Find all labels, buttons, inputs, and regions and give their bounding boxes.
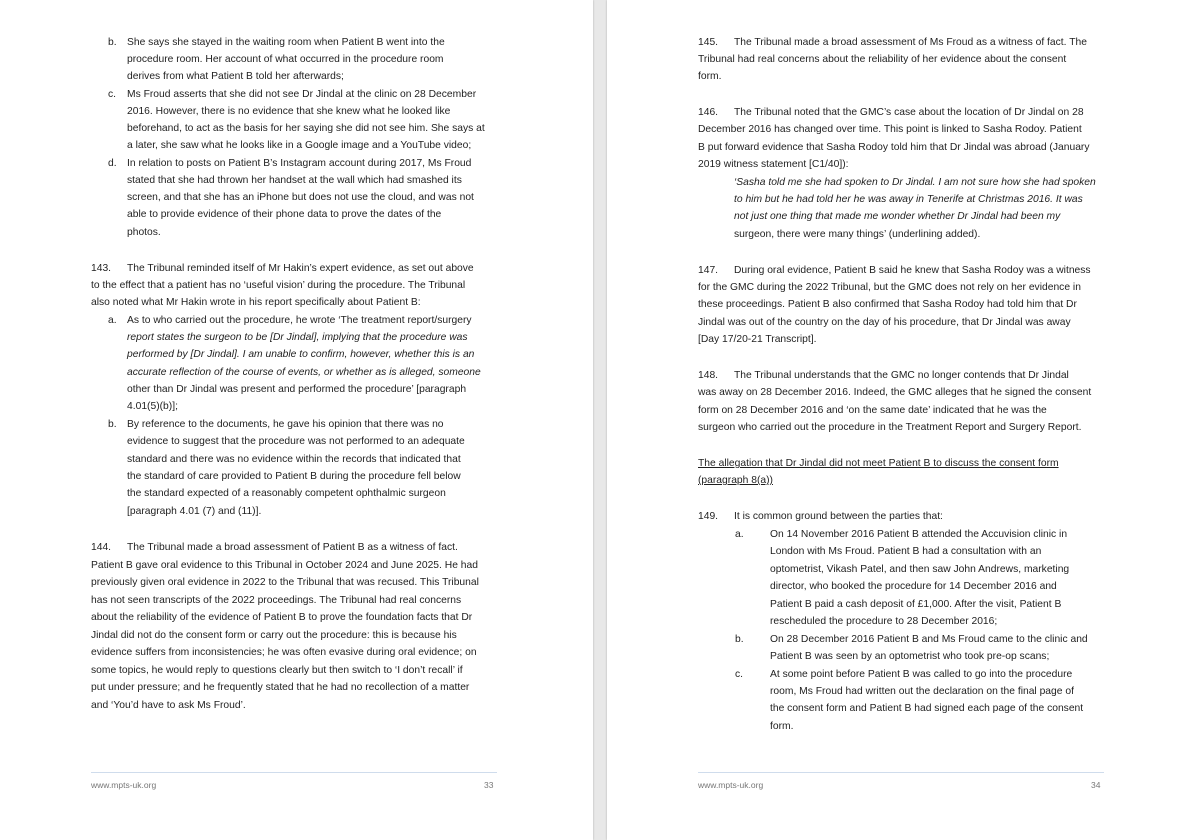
text-line: some topics, he would reply to questions clearly but then switch to ‘I don’t recall’ if [91, 665, 463, 676]
text-line: put under pressure; and he frequently stated that he had no recollection of a matter [91, 682, 470, 693]
footer-divider [698, 772, 1104, 773]
text-line: previously given oral evidence in 2022 to the Tribunal that was recused. This Tribunal [91, 577, 479, 588]
text-line: able to provide evidence of their phone data to prove the dates of the [127, 209, 442, 220]
text-line: [paragraph 4.01 (7) and (11)]. [127, 506, 262, 517]
text-line: beforehand, to act as the basis for her saying she did not see him. She says at [127, 123, 485, 134]
paragraph-number: 144. [91, 542, 112, 553]
text-line: stated that she had thrown her handset at the wall which had smashed its [127, 175, 462, 186]
quote-line: to him but he had told her he was away in Tenerife at Christmas 2016. It was [734, 194, 1083, 205]
text-line: the standard expected of a reasonably competent ophthalmic surgeon [127, 488, 446, 499]
text-line: 4.01(5)(b)]; [127, 401, 178, 412]
footer-site: www.mpts-uk.org [91, 780, 157, 790]
text-line: the standard of care provided to Patient B during the procedure fell below [127, 471, 461, 482]
list-marker: a. [108, 315, 117, 326]
text-line: Patient B paid a cash deposit of £1,000. After the visit, Patient B [770, 599, 1062, 610]
text-line: The Tribunal understands that the GMC no longer contends that Dr Jindal [734, 370, 1069, 381]
quote-line: performed by [Dr Jindal]. I am unable to confirm, however, whether this is an [127, 349, 475, 360]
text-line: 2016. However, there is no evidence that she knew what he looked like [127, 106, 451, 117]
paragraph-number: 145. [698, 37, 719, 48]
quote-line: surgeon, there were many things’ (underlining added). [734, 229, 981, 240]
text-line: about the reliability of the evidence of Patient B to prove the foundation facts that Dr [91, 612, 473, 623]
text-line: By reference to the documents, he gave his opinion that there was no [127, 419, 444, 430]
text-line: London with Ms Froud. Patient B had a consultation with an [770, 546, 1042, 557]
text-line: The Tribunal made a broad assessment of Patient B as a witness of fact. [127, 542, 458, 553]
quote-line: accurate reflection of the course of events, or whether as is alleged, someone [127, 367, 481, 378]
list-marker: b. [108, 419, 117, 430]
section-heading: The allegation that Dr Jindal did not meet Patient B to discuss the consent form [698, 458, 1059, 469]
text-line: B put forward evidence that Sasha Rodoy told him that Dr Jindal was abroad (January [698, 142, 1090, 153]
text-line: has not seen transcripts of the 2022 proceedings. The Tribunal had real concerns [91, 595, 462, 606]
text-line: Patient B gave oral evidence to this Tribunal in October 2024 and June 2025. He had [91, 560, 478, 571]
text-line: On 14 November 2016 Patient B attended the Accuvision clinic in [770, 529, 1068, 540]
paragraph-number: 148. [698, 370, 719, 381]
text-line: Jindal did not do the consent form or carry out the procedure: this is because his [91, 630, 457, 641]
text-line: Jindal was out of the country on the day of his procedure, that Dr Jindal was away [698, 317, 1071, 328]
text-line: screen, and that she has an iPhone but does not use the cloud, and was not [127, 192, 474, 203]
footer-divider [91, 772, 497, 773]
text-line: December 2016 has changed over time. This point is linked to Sasha Rodoy. Patient [698, 124, 1082, 135]
text-line: other than Dr Jindal was present and performed the procedure’ [paragraph [127, 384, 467, 395]
text-line: During oral evidence, Patient B said he knew that Sasha Rodoy was a witness [734, 265, 1091, 276]
text-line: director, who booked the procedure for 14 December 2016 and [770, 581, 1057, 592]
quote-line: report states the surgeon to be [Dr Jindal], implying that the procedure was [127, 332, 468, 343]
text-line: Patient B was seen by an optometrist who took pre-op scans; [770, 651, 1050, 662]
text-line: The Tribunal noted that the GMC’s case about the location of Dr Jindal on 28 [734, 107, 1084, 118]
paragraph-number: 143. [91, 263, 112, 274]
page-number: 34 [1091, 780, 1101, 790]
text-line: for the GMC during the 2022 Tribunal, but the GMC does not rely on her evidence in [698, 282, 1081, 293]
text-line: was away on 28 December 2016. Indeed, the GMC alleges that he signed the consent [698, 387, 1092, 398]
document-page-34 [607, 0, 1200, 840]
text-line: photos. [127, 227, 161, 238]
text-line: form. [770, 721, 794, 732]
list-marker: b. [735, 634, 744, 645]
page-number: 33 [484, 780, 494, 790]
text-line: evidence to suggest that the procedure was not performed to an adequate [127, 436, 465, 447]
list-marker: d. [108, 158, 117, 169]
text-line: As to who carried out the procedure, he wrote ‘The treatment report/surgery [127, 315, 472, 326]
text-line: 2019 witness statement [C1/40]): [698, 159, 849, 170]
text-line: On 28 December 2016 Patient B and Ms Froud came to the clinic and [770, 634, 1088, 645]
list-marker: c. [108, 89, 117, 100]
paragraph-number: 149. [698, 511, 719, 522]
section-heading: (paragraph 8(a)) [698, 475, 773, 486]
text-line: room, Ms Froud had written out the declaration on the final page of [770, 686, 1074, 697]
text-line: derives from what Patient B told her afterwards; [127, 71, 344, 82]
text-line: Tribunal had real concerns about the reliability of her evidence about the consent [698, 54, 1067, 65]
text-line: a later, she saw what he looks like in a Google image and a YouTube video; [127, 140, 472, 151]
text-line: Ms Froud asserts that she did not see Dr Jindal at the clinic on 28 December [127, 89, 477, 100]
text-line: The Tribunal made a broad assessment of Ms Froud as a witness of fact. The [734, 37, 1087, 48]
text-line: She says she stayed in the waiting room when Patient B went into the [127, 37, 445, 48]
paragraph-number: 146. [698, 107, 719, 118]
text-line: surgeon who carried out the procedure in the Treatment Report and Surgery Report. [698, 422, 1082, 433]
text-line: procedure room. Her account of what occurred in the procedure room [127, 54, 444, 65]
quote-line: ‘Sasha told me she had spoken to Dr Jindal. I am not sure how she had spoken [734, 177, 1096, 188]
paragraph-number: 147. [698, 265, 719, 276]
text-line: [Day 17/20-21 Transcript]. [698, 334, 817, 345]
list-marker: c. [735, 669, 744, 680]
text-line: to the effect that a patient has no ‘useful vision’ during the procedure. The Tribunal [91, 280, 466, 291]
text-line: At some point before Patient B was called to go into the procedure [770, 669, 1073, 680]
list-marker: a. [735, 529, 744, 540]
list-marker: b. [108, 37, 117, 48]
text-line: In relation to posts on Patient B’s Instagram account during 2017, Ms Froud [127, 158, 472, 169]
text-line: It is common ground between the parties that: [734, 511, 943, 522]
text-line: optometrist, Vikash Patel, and then saw John Andrews, marketing [770, 564, 1070, 575]
text-line: standard and there was no evidence within the records that indicated that [127, 454, 461, 465]
text-line: rescheduled the procedure to 28 December 2016; [770, 616, 998, 627]
text-line: these proceedings. Patient B also confirmed that Sasha Rodoy had told him that Dr [698, 299, 1077, 310]
footer-site: www.mpts-uk.org [698, 780, 764, 790]
text-line: evidence suffers from inconsistencies; he was often evasive during oral evidence; on [91, 647, 477, 658]
text-line: The Tribunal reminded itself of Mr Hakin’s expert evidence, as set out above [127, 263, 474, 274]
quote-line: not just one thing that made me wonder whether Dr Jindal had been my [734, 211, 1061, 222]
text-line: the consent form and Patient B had signed each page of the consent [770, 703, 1084, 714]
text-line: form. [698, 71, 722, 82]
text-line: form on 28 December 2016 and ‘on the same date’ indicated that he was the [698, 405, 1047, 416]
text-line: and ‘You’d have to ask Ms Froud’. [91, 700, 246, 711]
text-line: also noted what Mr Hakin wrote in his report specifically about Patient B: [91, 297, 421, 308]
document-page-33 [0, 0, 593, 840]
